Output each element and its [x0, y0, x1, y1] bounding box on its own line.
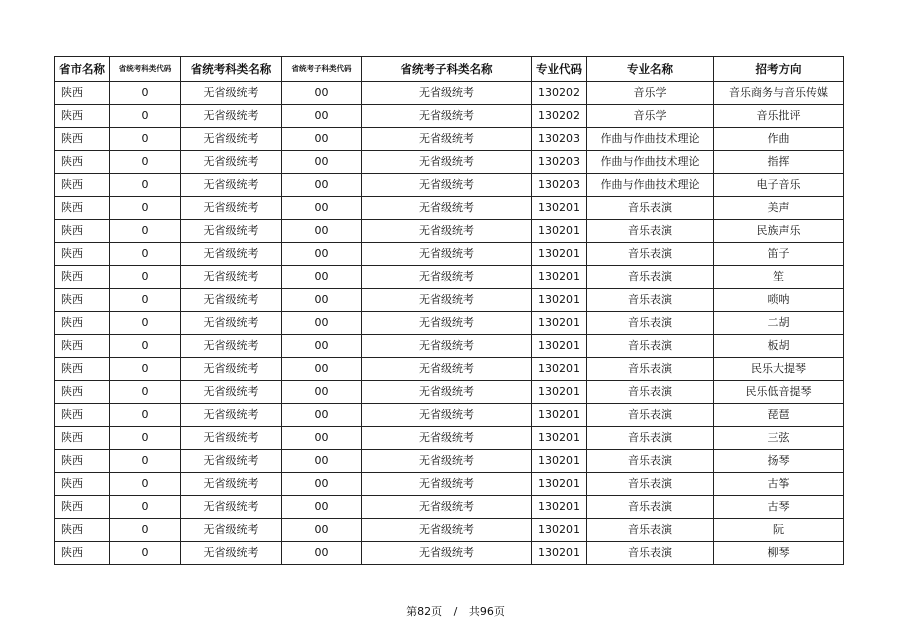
page-total: 共96页 — [468, 605, 505, 618]
subcategory-code-cell: 00 — [282, 82, 362, 105]
header-category-name: 省统考科类名称 — [181, 57, 282, 82]
table-row — [55, 312, 844, 335]
table-row — [55, 266, 844, 289]
major-name-cell: 音乐学 — [587, 105, 714, 128]
category-code-cell: 0 — [110, 450, 181, 473]
category-name-cell: 无省级统考 — [181, 220, 282, 243]
subcategory-code-cell: 00 — [282, 312, 362, 335]
subcategory-name-cell: 无省级统考 — [362, 174, 532, 197]
direction-cell: 民乐低音提琴 — [714, 381, 844, 404]
subcategory-name-cell: 无省级统考 — [362, 289, 532, 312]
province-cell: 陕西 — [55, 381, 110, 404]
direction-cell: 三弦 — [714, 427, 844, 450]
table-row — [55, 473, 844, 496]
major-code-cell: 130202 — [532, 105, 587, 128]
category-code-cell: 0 — [110, 82, 181, 105]
major-code-cell: 130201 — [532, 542, 587, 565]
subcategory-code-cell: 00 — [282, 289, 362, 312]
subcategory-code-cell: 00 — [282, 542, 362, 565]
major-name-cell: 音乐表演 — [587, 519, 714, 542]
subcategory-code-cell: 00 — [282, 243, 362, 266]
province-cell: 陕西 — [55, 450, 110, 473]
category-name-cell: 无省级统考 — [181, 381, 282, 404]
province-cell: 陕西 — [55, 174, 110, 197]
province-cell: 陕西 — [55, 427, 110, 450]
major-name-cell: 音乐表演 — [587, 404, 714, 427]
table-row — [55, 128, 844, 151]
category-name-cell: 无省级统考 — [181, 289, 282, 312]
major-code-cell: 130201 — [532, 335, 587, 358]
table-row — [55, 174, 844, 197]
header-subcategory-code: 省统考子科类代码 — [282, 57, 362, 82]
major-name-cell: 音乐表演 — [587, 358, 714, 381]
province-cell: 陕西 — [55, 496, 110, 519]
header-subcategory-name: 省统考子科类名称 — [362, 57, 532, 82]
page-separator: / — [453, 605, 458, 618]
header-row — [55, 57, 844, 82]
province-cell: 陕西 — [55, 220, 110, 243]
subcategory-name-cell: 无省级统考 — [362, 220, 532, 243]
category-name-cell: 无省级统考 — [181, 473, 282, 496]
table-row — [55, 427, 844, 450]
header-major-code: 专业代码 — [532, 57, 587, 82]
table-row — [55, 542, 844, 565]
province-cell: 陕西 — [55, 151, 110, 174]
header-direction: 招考方向 — [714, 57, 844, 82]
subcategory-code-cell: 00 — [282, 381, 362, 404]
category-code-cell: 0 — [110, 151, 181, 174]
category-name-cell: 无省级统考 — [181, 105, 282, 128]
major-code-cell: 130201 — [532, 496, 587, 519]
major-code-cell: 130201 — [532, 358, 587, 381]
category-name-cell: 无省级统考 — [181, 197, 282, 220]
category-name-cell: 无省级统考 — [181, 450, 282, 473]
province-cell: 陕西 — [55, 128, 110, 151]
subcategory-code-cell: 00 — [282, 450, 362, 473]
category-name-cell: 无省级统考 — [181, 519, 282, 542]
direction-cell: 民乐大提琴 — [714, 358, 844, 381]
major-code-cell: 130201 — [532, 197, 587, 220]
category-code-cell: 0 — [110, 312, 181, 335]
category-name-cell: 无省级统考 — [181, 496, 282, 519]
category-code-cell: 0 — [110, 427, 181, 450]
major-code-cell: 130201 — [532, 519, 587, 542]
subcategory-name-cell: 无省级统考 — [362, 542, 532, 565]
header-category-code: 省统考科类代码 — [110, 57, 181, 82]
major-name-cell: 音乐表演 — [587, 450, 714, 473]
major-name-cell: 音乐表演 — [587, 289, 714, 312]
province-cell: 陕西 — [55, 519, 110, 542]
subcategory-name-cell: 无省级统考 — [362, 105, 532, 128]
table-row — [55, 335, 844, 358]
province-cell: 陕西 — [55, 266, 110, 289]
major-name-cell: 音乐表演 — [587, 243, 714, 266]
header-province: 省市名称 — [55, 57, 110, 82]
category-code-cell: 0 — [110, 174, 181, 197]
subcategory-code-cell: 00 — [282, 519, 362, 542]
direction-cell: 阮 — [714, 519, 844, 542]
subcategory-code-cell: 00 — [282, 358, 362, 381]
direction-cell: 民族声乐 — [714, 220, 844, 243]
table-row — [55, 358, 844, 381]
category-code-cell: 0 — [110, 404, 181, 427]
major-name-cell: 作曲与作曲技术理论 — [587, 151, 714, 174]
direction-cell: 二胡 — [714, 312, 844, 335]
table-row — [55, 151, 844, 174]
subcategory-name-cell: 无省级统考 — [362, 82, 532, 105]
direction-cell: 唢呐 — [714, 289, 844, 312]
subcategory-code-cell: 00 — [282, 496, 362, 519]
direction-cell: 古琴 — [714, 496, 844, 519]
province-cell: 陕西 — [55, 335, 110, 358]
province-cell: 陕西 — [55, 312, 110, 335]
subcategory-code-cell: 00 — [282, 128, 362, 151]
enrollment-table — [54, 56, 844, 565]
table-row — [55, 220, 844, 243]
table-row — [55, 197, 844, 220]
province-cell: 陕西 — [55, 82, 110, 105]
major-code-cell: 130201 — [532, 220, 587, 243]
category-name-cell: 无省级统考 — [181, 243, 282, 266]
page-footer — [0, 603, 911, 619]
subcategory-code-cell: 00 — [282, 404, 362, 427]
subcategory-name-cell: 无省级统考 — [362, 358, 532, 381]
major-name-cell: 音乐表演 — [587, 542, 714, 565]
subcategory-name-cell: 无省级统考 — [362, 381, 532, 404]
direction-cell: 音乐商务与音乐传媒 — [714, 82, 844, 105]
subcategory-name-cell: 无省级统考 — [362, 496, 532, 519]
category-code-cell: 0 — [110, 542, 181, 565]
table-row — [55, 381, 844, 404]
direction-cell: 古筝 — [714, 473, 844, 496]
category-code-cell: 0 — [110, 197, 181, 220]
category-name-cell: 无省级统考 — [181, 151, 282, 174]
province-cell: 陕西 — [55, 243, 110, 266]
subcategory-name-cell: 无省级统考 — [362, 427, 532, 450]
province-cell: 陕西 — [55, 473, 110, 496]
major-code-cell: 130203 — [532, 174, 587, 197]
direction-cell: 笛子 — [714, 243, 844, 266]
category-code-cell: 0 — [110, 289, 181, 312]
subcategory-name-cell: 无省级统考 — [362, 197, 532, 220]
subcategory-code-cell: 00 — [282, 473, 362, 496]
category-code-cell: 0 — [110, 496, 181, 519]
major-code-cell: 130201 — [532, 473, 587, 496]
major-name-cell: 音乐表演 — [587, 220, 714, 243]
subcategory-code-cell: 00 — [282, 105, 362, 128]
category-code-cell: 0 — [110, 335, 181, 358]
category-name-cell: 无省级统考 — [181, 335, 282, 358]
header-major-name: 专业名称 — [587, 57, 714, 82]
major-code-cell: 130203 — [532, 128, 587, 151]
major-name-cell: 作曲与作曲技术理论 — [587, 128, 714, 151]
direction-cell: 板胡 — [714, 335, 844, 358]
direction-cell: 电子音乐 — [714, 174, 844, 197]
category-name-cell: 无省级统考 — [181, 174, 282, 197]
category-name-cell: 无省级统考 — [181, 266, 282, 289]
direction-cell: 柳琴 — [714, 542, 844, 565]
major-name-cell: 音乐表演 — [587, 381, 714, 404]
category-name-cell: 无省级统考 — [181, 82, 282, 105]
direction-cell: 美声 — [714, 197, 844, 220]
province-cell: 陕西 — [55, 542, 110, 565]
subcategory-name-cell: 无省级统考 — [362, 243, 532, 266]
subcategory-name-cell: 无省级统考 — [362, 151, 532, 174]
subcategory-name-cell: 无省级统考 — [362, 473, 532, 496]
major-name-cell: 音乐学 — [587, 82, 714, 105]
major-code-cell: 130201 — [532, 312, 587, 335]
category-code-cell: 0 — [110, 266, 181, 289]
major-name-cell: 音乐表演 — [587, 312, 714, 335]
category-code-cell: 0 — [110, 220, 181, 243]
major-code-cell: 130201 — [532, 404, 587, 427]
major-code-cell: 130202 — [532, 82, 587, 105]
province-cell: 陕西 — [55, 289, 110, 312]
category-name-cell: 无省级统考 — [181, 542, 282, 565]
table-row — [55, 404, 844, 427]
major-name-cell: 音乐表演 — [587, 473, 714, 496]
major-code-cell: 130203 — [532, 151, 587, 174]
direction-cell: 扬琴 — [714, 450, 844, 473]
major-code-cell: 130201 — [532, 266, 587, 289]
subcategory-code-cell: 00 — [282, 335, 362, 358]
category-code-cell: 0 — [110, 358, 181, 381]
subcategory-name-cell: 无省级统考 — [362, 312, 532, 335]
direction-cell: 作曲 — [714, 128, 844, 151]
direction-cell: 琵琶 — [714, 404, 844, 427]
table-row — [55, 243, 844, 266]
direction-cell: 笙 — [714, 266, 844, 289]
province-cell: 陕西 — [55, 358, 110, 381]
category-code-cell: 0 — [110, 105, 181, 128]
major-code-cell: 130201 — [532, 243, 587, 266]
major-name-cell: 音乐表演 — [587, 496, 714, 519]
major-name-cell: 音乐表演 — [587, 427, 714, 450]
category-name-cell: 无省级统考 — [181, 358, 282, 381]
major-code-cell: 130201 — [532, 450, 587, 473]
table-row — [55, 289, 844, 312]
subcategory-code-cell: 00 — [282, 220, 362, 243]
page-current: 第82页 — [406, 605, 443, 618]
category-code-cell: 0 — [110, 473, 181, 496]
subcategory-name-cell: 无省级统考 — [362, 404, 532, 427]
major-name-cell: 音乐表演 — [587, 335, 714, 358]
province-cell: 陕西 — [55, 197, 110, 220]
subcategory-code-cell: 00 — [282, 427, 362, 450]
subcategory-code-cell: 00 — [282, 266, 362, 289]
category-name-cell: 无省级统考 — [181, 404, 282, 427]
subcategory-name-cell: 无省级统考 — [362, 266, 532, 289]
category-code-cell: 0 — [110, 519, 181, 542]
major-code-cell: 130201 — [532, 427, 587, 450]
subcategory-code-cell: 00 — [282, 174, 362, 197]
direction-cell: 音乐批评 — [714, 105, 844, 128]
major-name-cell: 音乐表演 — [587, 197, 714, 220]
category-name-cell: 无省级统考 — [181, 128, 282, 151]
subcategory-code-cell: 00 — [282, 151, 362, 174]
subcategory-name-cell: 无省级统考 — [362, 128, 532, 151]
province-cell: 陕西 — [55, 404, 110, 427]
subcategory-code-cell: 00 — [282, 197, 362, 220]
direction-cell: 指挥 — [714, 151, 844, 174]
table-row — [55, 496, 844, 519]
table-row — [55, 519, 844, 542]
subcategory-name-cell: 无省级统考 — [362, 335, 532, 358]
category-name-cell: 无省级统考 — [181, 312, 282, 335]
province-cell: 陕西 — [55, 105, 110, 128]
table-row — [55, 82, 844, 105]
subcategory-name-cell: 无省级统考 — [362, 450, 532, 473]
category-code-cell: 0 — [110, 243, 181, 266]
table-body — [55, 82, 844, 565]
major-code-cell: 130201 — [532, 289, 587, 312]
table-row — [55, 105, 844, 128]
major-code-cell: 130201 — [532, 381, 587, 404]
category-name-cell: 无省级统考 — [181, 427, 282, 450]
subcategory-name-cell: 无省级统考 — [362, 519, 532, 542]
category-code-cell: 0 — [110, 381, 181, 404]
category-code-cell: 0 — [110, 128, 181, 151]
table-row — [55, 450, 844, 473]
major-name-cell: 作曲与作曲技术理论 — [587, 174, 714, 197]
major-name-cell: 音乐表演 — [587, 266, 714, 289]
